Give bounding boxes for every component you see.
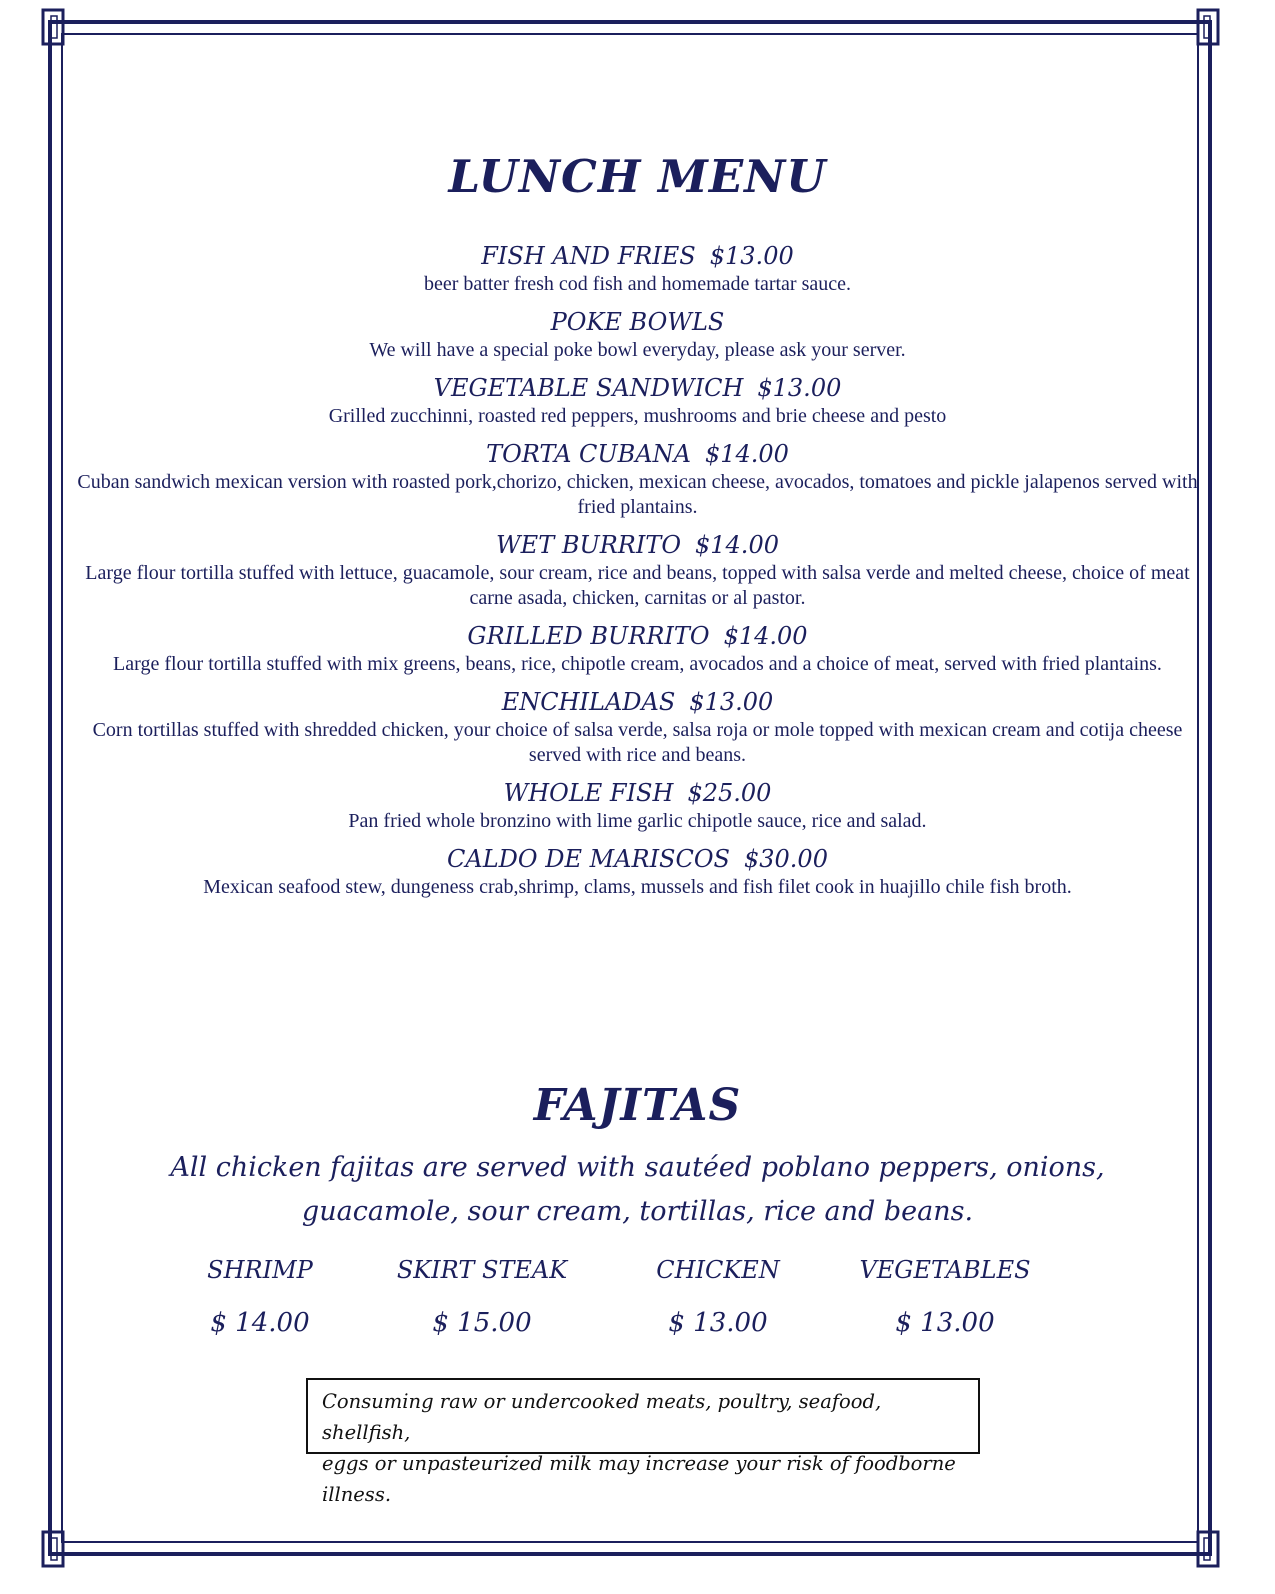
menu-item-description: beer batter fresh cod fish and homemade tartar sauce. bbox=[423, 273, 852, 295]
menu-item-price: $14.00 bbox=[695, 531, 779, 559]
menu-item-heading bbox=[70, 843, 1205, 875]
menu-item-description: We will have a special poke bowl everyday, please ask your server. bbox=[369, 339, 906, 361]
menu-item-name: WHOLE FISH bbox=[503, 779, 674, 807]
menu-item-name: POKE BOWLS bbox=[550, 308, 725, 336]
menu-item-description: Grilled zucchinni, roasted red peppers, mushrooms and brie cheese and pesto bbox=[328, 405, 947, 427]
food-safety-warning bbox=[306, 1378, 980, 1506]
menu-item bbox=[70, 686, 1205, 768]
menu-item bbox=[70, 620, 1205, 677]
menu-item-price: $30.00 bbox=[743, 845, 828, 873]
fajitas-description-line: All chicken fajitas are served with sautéed poblano peppers, onions, bbox=[170, 1152, 1105, 1183]
fajitas-description-line: guacamole, sour cream, tortillas, rice and beans. bbox=[301, 1196, 974, 1227]
menu-item-price: $13.00 bbox=[757, 374, 842, 402]
fajita-option-skirt-steak bbox=[372, 1252, 592, 1338]
menu-item-name: WET BURRITO bbox=[496, 531, 681, 559]
menu-item-heading bbox=[70, 686, 1205, 718]
fajitas-title: FAJITAS bbox=[533, 1080, 742, 1131]
menu-item-price: $14.00 bbox=[704, 440, 789, 468]
menu-item-heading bbox=[70, 529, 1205, 561]
menu-item-description: Pan fried whole bronzino with lime garlic chipotle sauce, rice and salad. bbox=[348, 810, 927, 832]
fajitas-description bbox=[70, 1146, 1205, 1234]
menu-item-name: TORTA CUBANA bbox=[486, 440, 691, 468]
warning-line: eggs or unpasteurized milk may increase your risk of foodborne illness. bbox=[322, 1452, 956, 1506]
fajita-option-shrimp bbox=[150, 1252, 370, 1338]
menu-item bbox=[70, 438, 1205, 520]
menu-item-name: VEGETABLE SANDWICH bbox=[433, 374, 744, 402]
menu-title: LUNCH MENU bbox=[448, 150, 827, 203]
menu-item-price: $14.00 bbox=[723, 622, 808, 650]
menu-item-heading bbox=[70, 438, 1205, 470]
menu-item-heading bbox=[70, 620, 1205, 652]
menu-item-price: $25.00 bbox=[687, 779, 772, 807]
menu-item-description: Mexican seafood stew, dungeness crab,shrimp, clams, mussels and fish filet cook in huajillo chile fish broth. bbox=[203, 876, 1072, 898]
menu-item-name: GRILLED BURRITO bbox=[467, 622, 710, 650]
fajita-name: VEGETABLES bbox=[859, 1256, 1031, 1284]
fajita-name: SHRIMP bbox=[207, 1256, 313, 1284]
fajita-price: $ 13.00 bbox=[895, 1308, 995, 1338]
menu-item bbox=[70, 529, 1205, 611]
menu-item-price: $13.00 bbox=[689, 688, 774, 716]
fajita-option-chicken bbox=[608, 1252, 828, 1338]
fajita-option-vegetables bbox=[835, 1252, 1055, 1338]
menu-item-description: Large flour tortilla stuffed with mix greens, beans, rice, chipotle cream, avocados and a choice of meat, served with fried plantains. bbox=[113, 653, 1162, 675]
fajitas-options bbox=[70, 1252, 1205, 1362]
menu-item bbox=[70, 240, 1205, 297]
menu-item bbox=[70, 372, 1205, 429]
menu-item-description: Large flour tortilla stuffed with lettuce, guacamole, sour cream, rice and beans, topped with salsa verde and melted cheese, choice of meat carne asada, chicken, carnitas or al pastor. bbox=[85, 562, 1190, 609]
menu-items-list bbox=[70, 240, 1205, 909]
menu-item bbox=[70, 843, 1205, 900]
fajita-price: $ 15.00 bbox=[432, 1308, 532, 1338]
fajita-name: CHICKEN bbox=[656, 1256, 780, 1284]
menu-item-description: Corn tortillas stuffed with shredded chicken, your choice of salsa verde, salsa roja or mole topped with mexican cream and cotija cheese served with rice and beans. bbox=[92, 719, 1183, 766]
fajita-name: SKIRT STEAK bbox=[396, 1256, 568, 1284]
menu-item-name: FISH AND FRIES bbox=[481, 242, 696, 270]
menu-item-heading bbox=[70, 372, 1205, 404]
menu-item-heading bbox=[70, 777, 1205, 809]
menu-item-heading bbox=[70, 306, 1205, 338]
fajita-price: $ 13.00 bbox=[668, 1308, 768, 1338]
menu-item-name: ENCHILADAS bbox=[501, 688, 676, 716]
menu-item-price: $13.00 bbox=[709, 242, 794, 270]
menu-item-description: Cuban sandwich mexican version with roasted pork,chorizo, chicken, mexican cheese, avocados, tomatoes and pickle jalapenos served with fried plantains. bbox=[77, 471, 1198, 518]
fajita-price: $ 14.00 bbox=[210, 1308, 310, 1338]
menu-item-name: CALDO DE MARISCOS bbox=[447, 845, 730, 873]
warning-line: Consuming raw or undercooked meats, poultry, seafood, shellfish, bbox=[322, 1390, 882, 1444]
menu-item bbox=[70, 306, 1205, 363]
menu-item-heading bbox=[70, 240, 1205, 272]
menu-item bbox=[70, 777, 1205, 834]
